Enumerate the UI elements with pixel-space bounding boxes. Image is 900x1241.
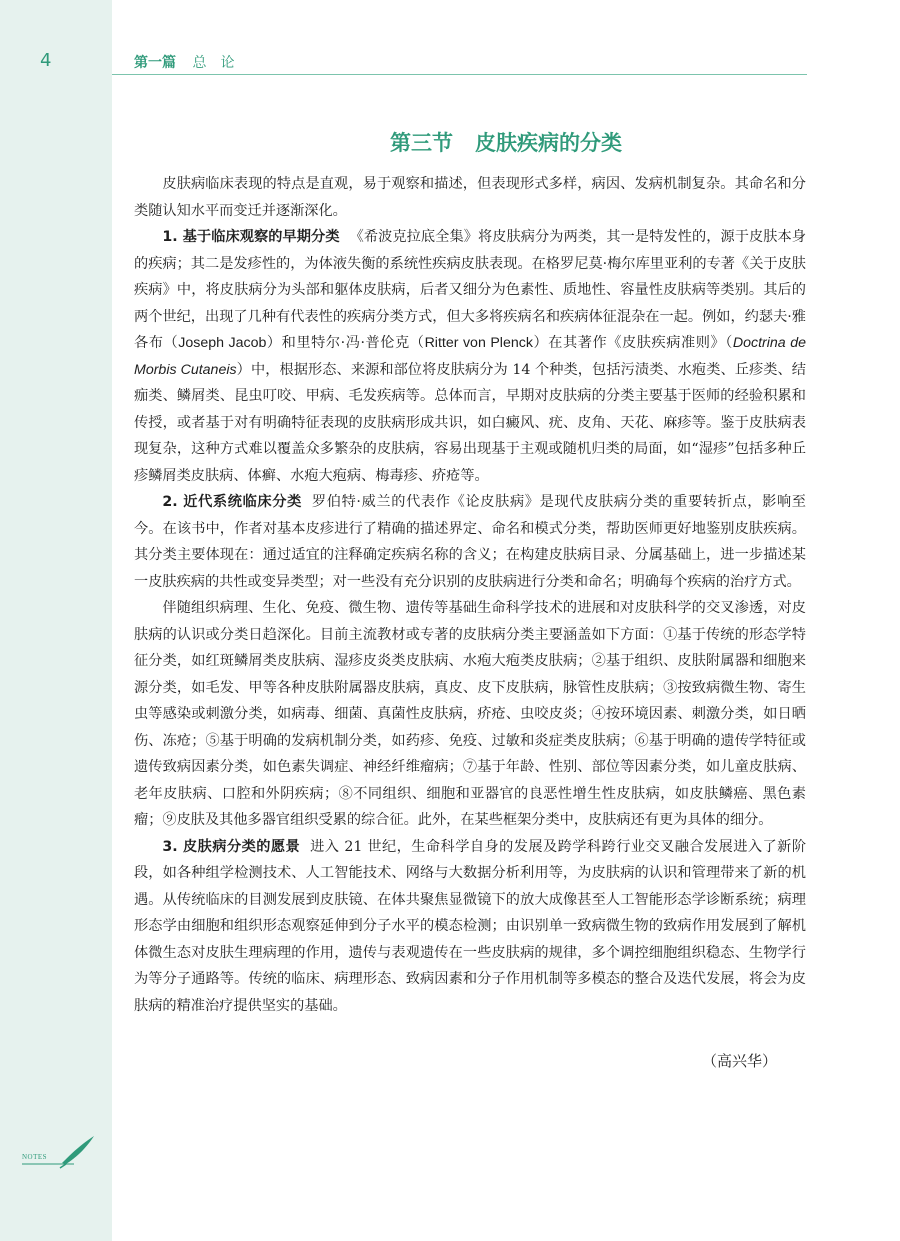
paragraph-early-classification: 1. 基于临床观察的早期分类 《希波克拉底全集》将皮肤病分为两类，其一是特发性的，源于皮肤本身的疾病；其二是发疹性的，为体液失衡的系统性疾病皮肤表现。在格罗尼莫·梅尔库里亚利的专著《关于皮肤疾病》中，将皮肤病分为头部和躯体皮肤病，后者又细分为色素性、质地性、容量性皮肤病等类别。其后的两个世纪，出现了几种有代表性的疾病分类方式，但大多将疾病名和疾病体征混杂在一起。例如，约瑟夫·雅各布（Joseph Jacob）和里特尔·冯·普伦克（Ritter von Plenck）在其著作《皮肤疾病准则》（Doctrina de Morbis Cutaneis）中，根据形态、来源和部位将皮肤病分为 14 个种类，包括污渍类、水疱类、丘疹类、结痂类、鳞屑类、昆虫叮咬、甲病、毛发疾病等。总体而言，早期对皮肤病的分类主要基于医师的经验积累和传授，或者基于对有明确特征表现的皮肤病形成共识，如白癜风、疣、皮角、天花、麻疹等。鉴于皮肤病表现复杂，这种方式难以覆盖众多繁杂的皮肤病，容易出现基于主观或随机归类的局面，如“湿疹”包括多种丘疹鳞屑类皮肤病、体癣、水疱大疱病、梅毒疹、疥疮等。 (134, 229, 806, 484)
part-title: 总论 (192, 55, 249, 71)
author-credit: （高兴华） (702, 1052, 778, 1070)
paragraph-intro: 皮肤病临床表现的特点是直观，易于观察和描述，但表现形式多样，病因、发病机制复杂。其命名和分类随认知水平而变迁并逐渐深化。 (134, 176, 806, 219)
paragraph-modern-classification: 2. 近代系统临床分类 罗伯特·威兰的代表作《论皮肤病》是现代皮肤病分类的重要转折点，影响至今。在该书中，作者对基本皮疹进行了精确的描述界定、命名和模式分类，帮助医师更好地鉴别皮肤疾病。其分类主要体现在：通过适宜的注释确定疾病名称的含义；在构建皮肤病目录、分属基础上，进一步描述某一皮肤疾病的共性或变异类型；对一些没有充分识别的皮肤病进行分类和命名；明确每个疾病的治疗方式。 (134, 494, 806, 590)
section-title: 皮肤疾病的分类 (475, 131, 622, 155)
page-number: 4 (40, 50, 52, 71)
paragraph-current-classification: 伴随组织病理、生化、免疫、微生物、遗传等基础生命科学技术的进展和对皮肤科学的交叉渗透，对皮肤病的认识或分类日趋深化。目前主流教材或专著的皮肤病分类主要涵盖如下方面：①基于传统的形态学特征分类，如红斑鳞屑类皮肤病、湿疹皮炎类皮肤病、水疱大疱类皮肤病；②基于组织、皮肤附属器和细胞来源分类，如毛发、甲等各种皮肤附属器皮肤病，真皮、皮下皮肤病，脉管性皮肤病；③按致病微生物、寄生虫等感染或刺激分类，如病毒、细菌、真菌性皮肤病，疥疮、虫咬皮炎；④按环境因素、刺激分类，如日晒伤、冻疮；⑤基于明确的发病机制分类，如药疹、免疫、过敏和炎症类皮肤病；⑥基于明确的遗传学特征或遗传致病因素分类，如色素失调症、神经纤维瘤病；⑦基于年龄、性别、部位等因素分类，如儿童皮肤病、老年皮肤病、口腔和外阴疾病；⑧不同组织、细胞和亚器官的良恶性增生性皮肤病，如皮肤鳞癌、黑色素瘤；⑨皮肤及其他多器官组织受累的综合征。此外，在某些框架分类中，皮肤病还有更为具体的细分。 (134, 600, 806, 828)
margin-sidebar (0, 0, 112, 1241)
section-heading (112, 127, 900, 157)
paragraph-classification-vision: 3. 皮肤病分类的愿景 进入 21 世纪，生命科学自身的发展及跨学科跨行业交叉融合发展进入了新阶段，如各种组学检测技术、人工智能技术、网络与大数据分析利用等，为皮肤病的认识和管理带来了新的机遇。从传统临床的目测发展到皮肤镜、在体共聚焦显微镜下的放大成像甚至人工智能形态学诊断系统；病理形态学由细胞和组织形态观察延伸到分子水平的模态检测；由识别单一致病微生物的致病作用发展到了解机体微生态对皮肤生理病理的作用，遗传与表观遗传在一些皮肤病的规律，多个调控细胞组织稳态、生物学行为等分子通路等。传统的临床、病理形态、致病因素和分子作用机制等多模态的整合及迭代发展，将会为皮肤病的精准治疗提供坚实的基础。 (134, 838, 807, 1014)
part-label: 第一篇 (134, 55, 176, 71)
notes-label: NOTES (22, 1153, 48, 1161)
body-text (134, 171, 806, 1019)
subheading-early-classification: 1. 基于临床观察的早期分类 (162, 229, 340, 245)
notes-marker (22, 1133, 102, 1169)
section-number: 第三节 (390, 131, 453, 155)
header-divider (112, 74, 807, 75)
subheading-modern-classification: 2. 近代系统临床分类 (162, 494, 302, 510)
running-header (134, 52, 248, 72)
subheading-classification-vision: 3. 皮肤病分类的愿景 (162, 838, 301, 855)
quill-pen-icon (22, 1133, 102, 1169)
